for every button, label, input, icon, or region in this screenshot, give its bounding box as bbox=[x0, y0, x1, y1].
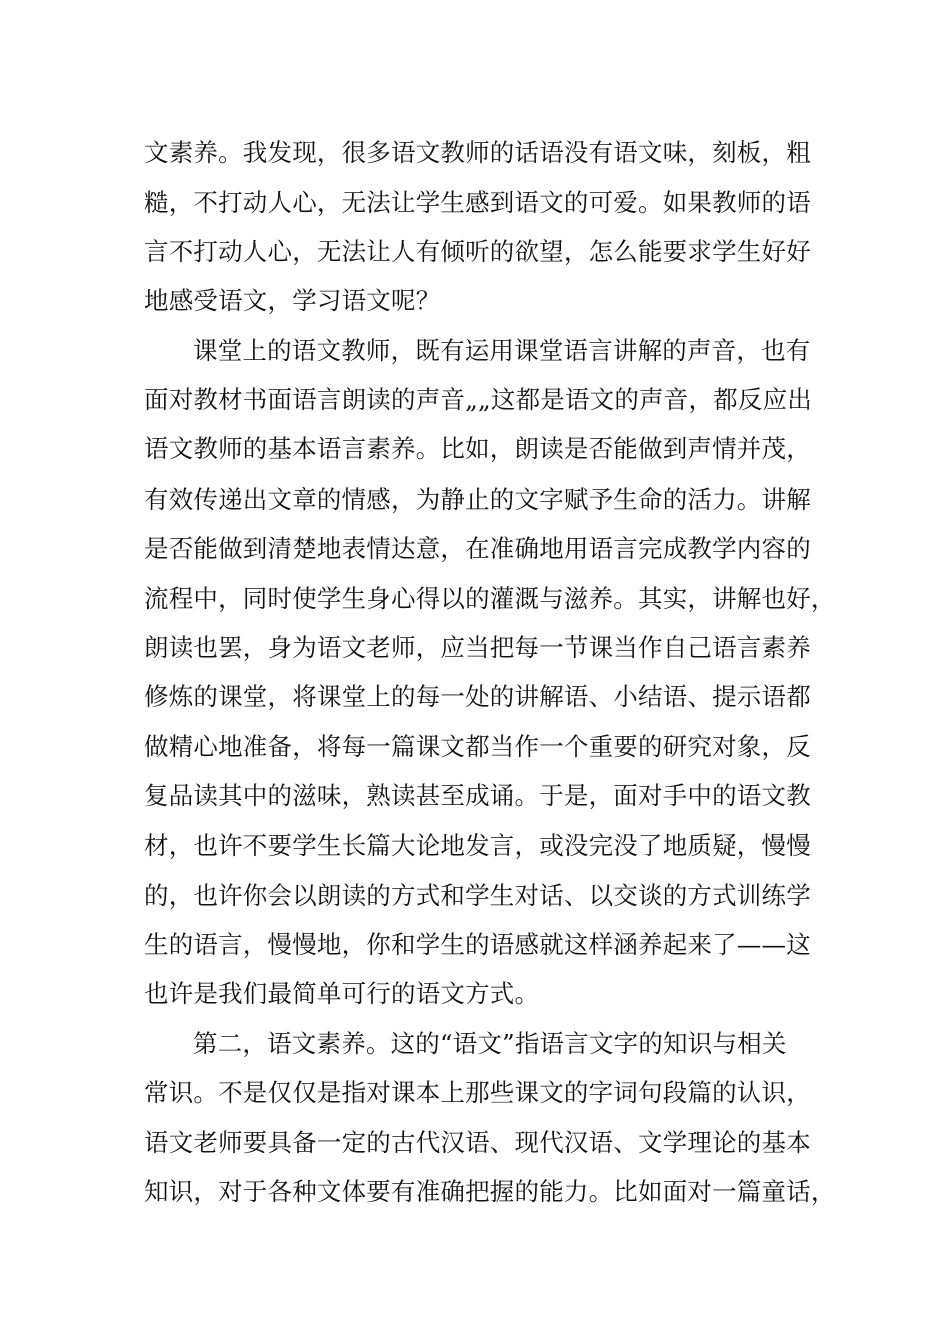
text-line: 文素养。我发现，很多语文教师的话语没有语文味，刻板，粗 bbox=[144, 138, 811, 167]
text-line: 地感受语文，学习语文呢？ bbox=[144, 286, 441, 315]
text-line: 材，也许不要学生长篇大论地发言，或没完没了地质疑，慢慢 bbox=[144, 831, 811, 860]
text-line: 朗读也罢，身为语文老师，应当把每一节课当作自己语言素养 bbox=[144, 633, 811, 662]
text-line: 语文老师要具备一定的古代汉语、现代汉语、文学理论的基本 bbox=[144, 1128, 811, 1157]
text-line: 常识。不是仅仅是指对课本上那些课文的字词句段篇的认识， bbox=[144, 1078, 811, 1107]
text-line: 也许是我们最简单可行的语文方式。 bbox=[144, 979, 540, 1008]
text-line: 面对教材书面语言朗读的声音„„这都是语文的声音，都反应出 bbox=[144, 385, 812, 414]
text-line: 语文教师的基本语言素养。比如，朗读是否能做到声情并茂， bbox=[144, 434, 811, 463]
text-line: 糙，不打动人心，无法让学生感到语文的可爱。如果教师的语 bbox=[144, 188, 811, 217]
text-line: 知识，对于各种文体要有准确把握的能力。比如面对一篇童话， bbox=[144, 1177, 836, 1206]
text-line: 言不打动人心，无法让人有倾听的欲望，怎么能要求学生好好 bbox=[144, 237, 811, 266]
text-line: 的，也许你会以朗读的方式和学生对话、以交谈的方式训练学 bbox=[144, 881, 811, 910]
text-line: 有效传递出文章的情感，为静止的文字赋予生命的活力。讲解 bbox=[144, 485, 811, 514]
text-line: 生的语言，慢慢地，你和学生的语感就这样涵养起来了——这 bbox=[144, 930, 811, 959]
paragraph-first-line: 课堂上的语文教师，既有运用课堂语言讲解的声音，也有 bbox=[193, 336, 811, 365]
text-line: 是否能做到清楚地表情达意，在准确地用语言完成教学内容的 bbox=[144, 534, 811, 563]
text-line: 复品读其中的滋味，熟读甚至成诵。于是，面对手中的语文教 bbox=[144, 781, 811, 810]
text-line: 流程中，同时使学生身心得以的灌溉与滋养。其实，讲解也好， bbox=[144, 584, 836, 613]
paragraph-first-line: 第二，语文素养。这的“语文”指语言文字的知识与相关 bbox=[193, 1029, 787, 1058]
text-line: 做精心地准备，将每一篇课文都当作一个重要的研究对象，反 bbox=[144, 732, 811, 761]
text-line: 修炼的课堂，将课堂上的每一处的讲解语、小结语、提示语都 bbox=[144, 682, 811, 711]
